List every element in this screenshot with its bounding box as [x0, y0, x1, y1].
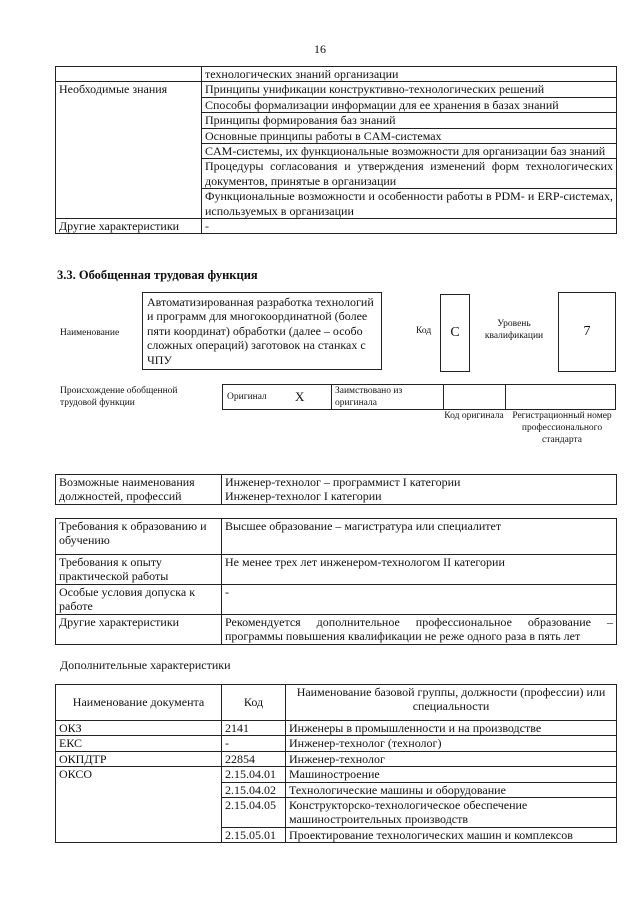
origin-code-caption: Код оригинала [444, 411, 504, 421]
position-item: Инженер-технолог I категории [225, 489, 382, 504]
extra-header-doc: Наименование документа [56, 685, 222, 721]
gtf-code-label: Код [416, 326, 432, 336]
knowledge-table [55, 66, 617, 234]
extra-row-name: Инженер-технолог (технолог) [286, 736, 617, 751]
extra-row-name: Технологические машины и оборудование [286, 782, 617, 797]
extra-row-name: Инженеры в промышленности и на производстве [286, 721, 617, 736]
gtf-code-box [440, 294, 470, 372]
knowledge-item: Функциональные возможности и особенности работы в PDM- и ERP-системах, используемых в организации [202, 189, 617, 219]
extra-row-doc: ОКСО [56, 767, 222, 843]
gtf-name-box [142, 292, 382, 370]
knowledge-item: Принципы унификации конструктивно-технологических решений [202, 82, 617, 97]
extra-row-code: 22854 [222, 751, 286, 766]
extra-table [55, 684, 617, 843]
extra-row-name: Проектирование технологических машин и комплексов [286, 827, 617, 842]
original-label: Оригинал [227, 392, 267, 402]
extra-row-doc: ОКЗ [56, 721, 222, 736]
section-title: 3.3. Обобщенная трудовая функция [57, 268, 258, 282]
gtf-level-value: 7 [583, 323, 591, 339]
knowledge-continuation: технологических знаний организации [202, 67, 617, 82]
requirement-value: - [222, 585, 617, 615]
page-number: 16 [314, 42, 326, 56]
knowledge-item: Принципы формирования баз знаний [202, 113, 617, 128]
requirement-label: Особые условия допуска к работе [56, 585, 222, 615]
knowledge-item: Основные принципы работы в CAM-системах [202, 128, 617, 143]
extra-row-name: Инженер-технолог [286, 751, 617, 766]
gtf-name-label: Наименование [60, 328, 120, 338]
extra-header-code: Код [222, 685, 286, 721]
extra-row-doc: ЕКС [56, 736, 222, 751]
origin-reg-caption: Регистрационный номер профессионального стандарта [512, 411, 612, 445]
extra-row-code: - [222, 736, 286, 751]
other-characteristics-label: Другие характеристики [56, 218, 202, 233]
extra-title: Дополнительные характеристики [60, 658, 231, 672]
original-mark: X [295, 389, 305, 404]
extra-header-name: Наименование базовой группы, должности (профессии) или специальности [286, 685, 617, 721]
borrowed-label: Заимствовано из оригинала [335, 386, 403, 408]
knowledge-item: Процедуры согласования и утверждения изменений форм технологических документов, принятые в организации [202, 159, 617, 189]
requirement-label: Требования к опыту практической работы [56, 555, 222, 585]
position-item: Инженер-технолог – программист I категории [225, 475, 461, 489]
requirement-value: Не менее трех лет инженером-технологом II категории [222, 555, 617, 585]
gtf-name-value: Автоматизированная разработка технологий и программ для многокоординатной (более пяти координат) обработки (далее – особо сложных операций) заготовок на станках с ЧПУ [147, 295, 374, 367]
positions-label: Возможные наименования должностей, профессий [56, 475, 222, 505]
extra-row-code: 2.15.04.02 [222, 782, 286, 797]
extra-row-code: 2.15.04.05 [222, 797, 286, 827]
requirement-value: Рекомендуется дополнительное профессиональное образование – программы повышения квалификации не реже одного раза в пять лет [222, 614, 617, 644]
origin-label: Происхождение обобщенной трудовой функции [60, 386, 178, 408]
gtf-level-box [558, 292, 616, 372]
requirement-value: Высшее образование – магистратура или специалитет [222, 519, 617, 555]
origin-row [222, 384, 616, 410]
extra-row-name: Машиностроение [286, 767, 617, 782]
knowledge-label: Необходимые знания [56, 82, 202, 219]
knowledge-item: CAM-системы, их функциональные возможности для организации баз знаний [202, 143, 617, 158]
extra-row-code: 2.15.05.01 [222, 827, 286, 842]
gtf-level-label: Уровень квалификации [484, 319, 544, 341]
extra-row-code: 2141 [222, 721, 286, 736]
other-characteristics-value: - [202, 218, 617, 233]
positions-table [55, 474, 617, 505]
requirement-label: Требования к образованию и обучению [56, 519, 222, 555]
knowledge-item: Способы формализации информации для ее хранения в базах знаний [202, 97, 617, 112]
requirements-table [55, 518, 617, 645]
extra-row-doc: ОКПДТР [56, 751, 222, 766]
requirement-label: Другие характеристики [56, 614, 222, 644]
gtf-code-value: C [450, 324, 460, 340]
extra-row-name: Конструкторско-технологическое обеспечение машиностроительных производств [286, 797, 617, 827]
extra-row-code: 2.15.04.01 [222, 767, 286, 782]
